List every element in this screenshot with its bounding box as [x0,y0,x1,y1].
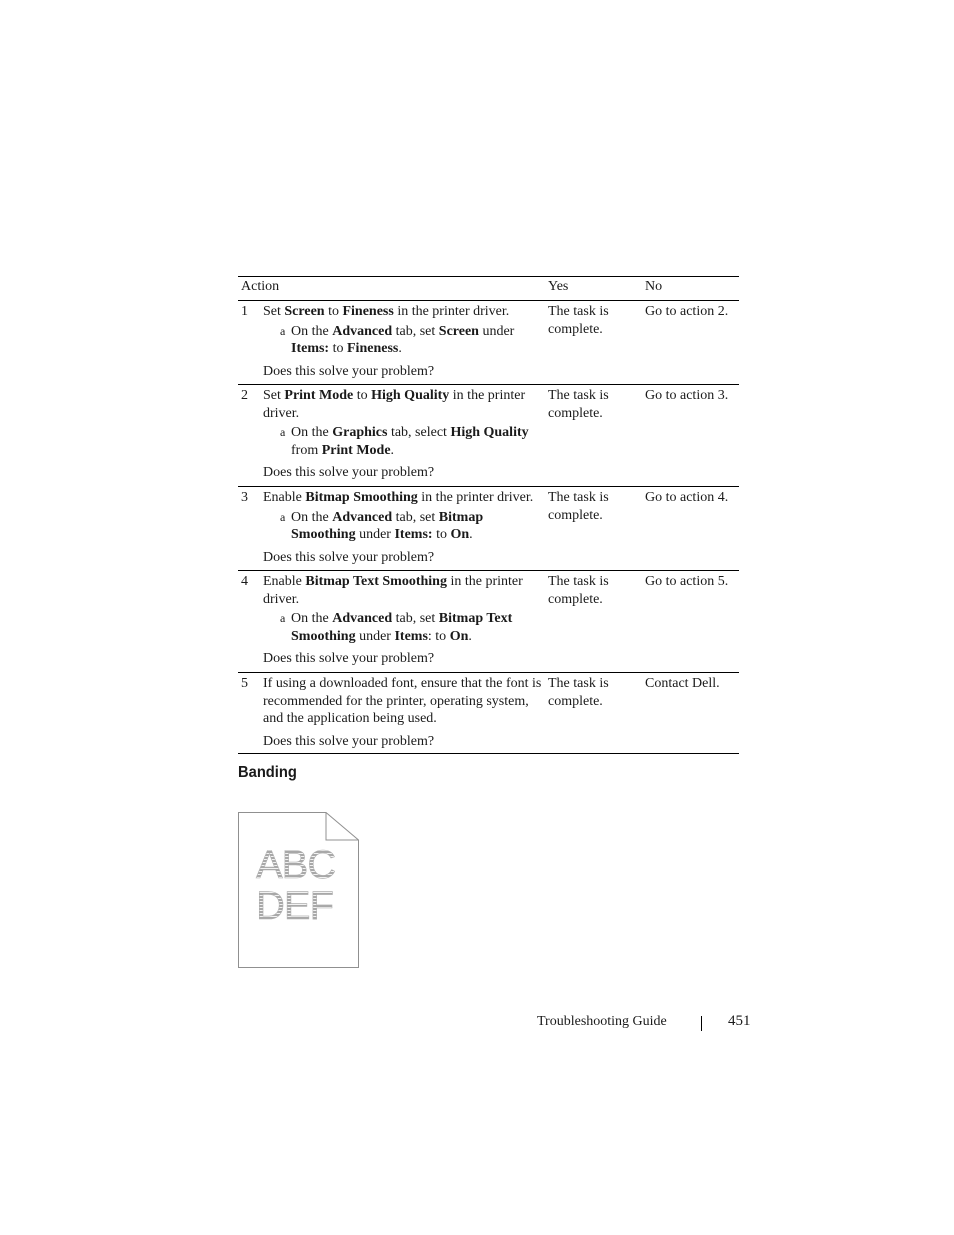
row-yes: The task is complete. [548,388,609,421]
header-action: Action [241,279,280,294]
row-no: Go to action 2. [645,304,729,319]
header-yes: Yes [548,279,569,294]
row-number: 3 [241,490,248,505]
row-number: 1 [241,304,248,319]
row-no: Go to action 3. [645,388,729,403]
footer-separator [701,1016,702,1031]
row-yes: The task is complete. [548,304,609,337]
table-row [238,571,739,673]
row-number: 4 [241,574,248,589]
sample-text-line2: DEF [256,884,333,928]
section-heading: Banding [238,764,297,781]
troubleshooting-table [238,276,739,754]
footer-label: Troubleshooting Guide [537,1014,667,1029]
row-yes: The task is complete. [548,574,609,607]
row-no: Contact Dell. [645,676,720,691]
table-row [238,487,739,571]
row-yes: The task is complete. [548,490,609,523]
page-number: 451 [728,1013,751,1029]
row-no: Go to action 4. [645,490,729,505]
table-row [238,301,739,385]
header-no: No [645,279,663,294]
table-row [238,385,739,487]
row-no: Go to action 5. [645,574,729,589]
row-action: If using a downloaded font, ensure that the font is recommended for the printer, operating system, and the application being used. Does this solve your problem? [263,676,542,749]
table-header [238,277,739,301]
table-row [238,673,739,754]
row-number: 2 [241,388,248,403]
row-action: Set Print Mode to High Quality in the printer driver. a On the Graphics tab, select High Quality from Print Mode. Does this solve your problem? [263,388,529,480]
row-yes: The task is complete. [548,676,609,709]
banding-sample-page-icon [238,812,359,968]
sample-text-line1: ABC [256,843,336,887]
row-action: Enable Bitmap Text Smoothing in the printer driver. a On the Advanced tab, set Bitmap Text Smoothing under Items: to On. Does this solve your problem? [263,574,523,666]
row-action: Set Screen to Fineness in the printer driver. a On the Advanced tab, set Screen under Items: to Fineness. Does this solve your problem? [263,304,515,379]
row-number: 5 [241,676,248,691]
row-action: Enable Bitmap Smoothing in the printer driver. a On the Advanced tab, set Bitmap Smoothing under Items: to On. Does this solve your problem? [263,490,534,565]
